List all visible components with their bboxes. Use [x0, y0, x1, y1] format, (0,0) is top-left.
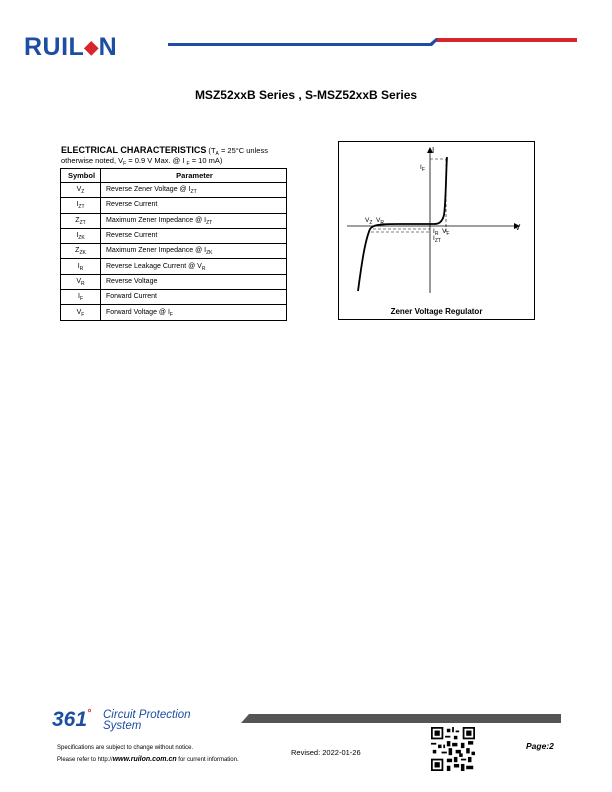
cond-if-rest: = 10 mA): [189, 156, 223, 165]
parameter-cell: Reverse Current: [101, 228, 287, 243]
symbol-cell: $I_{ZK}$: [61, 228, 101, 243]
logo-text: RUIL: [24, 33, 85, 61]
brand-line-2: System: [103, 720, 142, 732]
symbol-cell: $V_R$: [61, 274, 101, 289]
footer-brand-number: 361°: [52, 708, 92, 731]
parameter-cell: Maximum Zener Impedance @ $I_{ZK}$: [101, 244, 287, 259]
symbol-cell: $V_F$: [61, 305, 101, 320]
cond-ta: T: [210, 146, 216, 155]
parameter-cell: Forward Current: [101, 290, 287, 305]
label-ir-vf: $I_R$ $V_F$: [433, 228, 450, 237]
footer-url-link[interactable]: www.ruilon.com.cn: [112, 756, 177, 763]
parameter-cell: Reverse Current: [101, 198, 287, 213]
note-line-1: Specifications are subject to change without notice.: [57, 745, 194, 751]
symbol-cell: $I_{ZT}$: [61, 198, 101, 213]
axis-i-label: I: [432, 146, 435, 155]
logo-mark: ◆: [84, 37, 99, 57]
symbol-cell: $I_R$: [61, 259, 101, 274]
table-row: [61, 198, 287, 213]
symbol-cell: $I_F$: [61, 290, 101, 305]
table-row: [61, 228, 287, 243]
parameter-cell: Reverse Leakage Current @ $V_R$: [101, 259, 287, 274]
axis-v-label: V: [515, 223, 521, 232]
qr-code-icon: [431, 727, 475, 771]
label-izt: $I_{ZT}$: [433, 235, 441, 244]
cond-if-sub: F: [186, 161, 190, 167]
note-line-2: Please refer to http://www.ruilon.com.cn for current information.: [57, 756, 239, 763]
parameter-table: [60, 168, 287, 321]
table-row: [61, 305, 287, 320]
page-title: MSZ52xxB Series , S-MSZ52xxB Series: [194, 88, 418, 102]
cond-vf-sub: F: [123, 161, 127, 167]
ec-heading-block: ELECTRICAL CHARACTERISTICS ($T_A = 25^\circ C$ unless otherwise noted, $V_F = 0.9$ V Max. @ I $_F$ = 10 mA): [61, 145, 268, 167]
table-row: [61, 244, 287, 259]
table-row: [61, 213, 287, 228]
cond-ta-sub: A: [215, 151, 219, 157]
col-symbol: Symbol: [61, 169, 101, 183]
footer-brand-text: [103, 710, 191, 732]
col-parameter: Parameter: [101, 169, 287, 183]
diagram-caption: Zener Voltage Regulator: [390, 307, 483, 316]
symbol-cell: $Z_{ZK}$: [61, 244, 101, 259]
parameter-cell: Maximum Zener Impedance @ $I_{ZT}$: [101, 213, 287, 228]
label-if: $I_F$: [420, 164, 425, 173]
page-number: Page:2: [526, 741, 554, 751]
logo-text-end: N: [98, 33, 118, 61]
parameter-cell: Reverse Voltage: [101, 274, 287, 289]
table-row: [61, 290, 287, 305]
footer-note: [57, 743, 239, 766]
symbol-cell: $Z_{ZT}$: [61, 213, 101, 228]
header-stripe: [168, 38, 577, 49]
table-row: [61, 274, 287, 289]
parameter-cell: Reverse Zener Voltage @ $I_{ZT}$: [101, 183, 287, 198]
table-row: [61, 183, 287, 198]
cond-vf-rest: = 0.9 V Max. @ I: [126, 156, 187, 165]
company-logo: [24, 34, 117, 60]
label-vz-vr: $V_Z$ $V_R$: [365, 217, 384, 226]
cond-ta-rest: = 25°C unless otherwise noted, V: [61, 146, 268, 165]
ec-heading: ELECTRICAL CHARACTERISTICS: [61, 145, 207, 155]
table-header-row: [61, 169, 287, 183]
parameter-cell: Forward Voltage @ $I_F$: [101, 305, 287, 320]
table-row: [61, 259, 287, 274]
symbol-cell: $V_Z$: [61, 183, 101, 198]
footer-stripe: [241, 714, 561, 723]
brand-line-1: Circuit Protection: [103, 709, 191, 721]
revised-date: Revised: 2022-01-26: [291, 748, 361, 757]
